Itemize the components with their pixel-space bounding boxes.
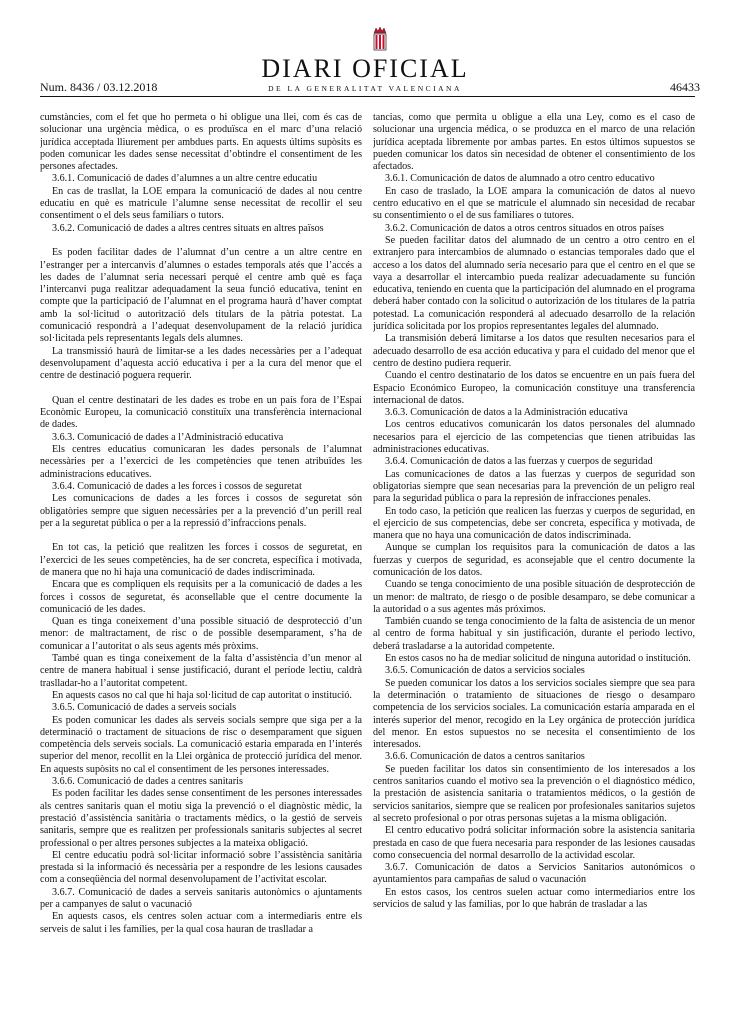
paragraph: 3.6.5. Comunicación de datos a servicios sociales bbox=[385, 665, 585, 677]
generalitat-crest-icon bbox=[365, 26, 395, 54]
paragraph: Se pueden comunicar los datos a los servicios sociales siempre que sea para la determinación o tratamiento de situaciones de riesgo o desamparo competencia de los servicios sociales. La comunicación estaría amparada en el interés superior del menor, recogido en la Ley orgánica de protección jurídica del menor. En estos supuestos no se necesita el consentimiento de los interesados. bbox=[373, 677, 695, 751]
paragraph: 3.6.7. Comunicació de dades a serveis sanitaris autonòmics o ajuntaments per a campanyes de salut o vacunació bbox=[40, 886, 362, 910]
paragraph: Es poden comunicar les dades als serveis socials sempre que siga per a la determinació o tractament de situacions de risc o desemparament que siguen competència dels serveis socials. La comunicació estaria emparada en l’interés superior del menor, recollit en la Llei orgànica de protecció jurídica del menor. En aquests supòsits no cal el consentiment de les persones interessades. bbox=[40, 714, 362, 775]
column-spanish bbox=[373, 112, 695, 1012]
page-header bbox=[30, 26, 700, 104]
paragraph: 3.6.5. Comunicació de dades a serveis socials bbox=[52, 702, 237, 714]
paragraph: Se pueden facilitar los datos sin consentimiento de los interesados a los centros sanitarios cuando el motivo sea la prevención o el diagnóstico médico, la prestación de asistencia sanitaria o tratamientos médicos, o la gestión de servicios sanitarios, siempre que se realicen por profesionales sanitarios sujetos al secreto profesional o por otras personas sujetas a la misma obligación. bbox=[373, 763, 695, 824]
paragraph: 3.6.4. Comunicación de datos a las fuerzas y cuerpos de seguridad bbox=[385, 456, 653, 468]
paragraph: 3.6.3. Comunicación de datos a la Administración educativa bbox=[385, 407, 628, 419]
paragraph: 3.6.6. Comunicació de dades a centres sanitaris bbox=[52, 776, 243, 788]
paragraph: 3.6.2. Comunicació de dades a altres centres situats en altres països bbox=[52, 222, 324, 234]
paragraph: Es poden facilitar les dades sense consentiment de les persones interessades als centres sanitaris quan el motiu siga la prevenció o el diagnòstic mèdic, la prestació d’assistència sanitària o tractaments mèdics, o la gestió de serveis sanitaris, sempre que es realitzen per professionals sanitaris subjectes al secret professional o per altres persones subjectes a la mateixa obligació. bbox=[40, 788, 362, 849]
paragraph: También cuando se tenga conocimiento de la falta de asistencia de un menor al centro de forma habitual y sin justificación, durante el periodo lectivo, deberá trasladarse a la autoridad competente. bbox=[373, 616, 695, 652]
paragraph: Es poden facilitar dades de l’alumnat d’un centre a un altre centre en l’estranger per a intercanvis d’alumnes o estades temporals atés que l’accés a les dades de l’alumnat seria necessari perquè el centre amb què es faça l’intercanvi puga realitzar adequadament la seua funció educativa, tenint en compte que la participació de l’alumnat en el programa haurà d’haver comptat amb la sol·licitud o autorització dels titulars de la pàtria potestat. La comunicació respondrà a l’adequat desenvolupament de la relació jurídica sol·licitada pels representants legals dels alumnes. bbox=[40, 247, 362, 345]
paragraph: El centro educativo podrá solicitar información sobre la asistencia sanitaria prestada en caso de que fuera necesaria para responder de las lesiones causadas como consecuencia del normal desarrollo de la actividad escolar. bbox=[373, 825, 695, 861]
paragraph: Cuando se tenga conocimiento de una posible situación de desprotección de un menor: de maltrato, de riesgo o de posible desamparo, se debe comunicar a la autoridad o a sus agentes más próximos. bbox=[373, 579, 695, 615]
paragraph: Les comunicacions de dades a les forces i cossos de seguretat són obligatòries sempre que siguen necessàries per a la prevenció d’un perill real per a la seguretat pública o per a la repressió d’infraccions penals. bbox=[40, 493, 362, 529]
paragraph: En aquests casos no cal que hi haja sol·licitud de cap autoritat o institució. bbox=[52, 689, 352, 701]
paragraph: En caso de traslado, la LOE ampara la comunicación de datos al nuevo centro educativo en el que se matricule el alumnado sin necesidad de recabar su consentimiento o el de sus familiares o tutores. bbox=[373, 185, 695, 222]
paragraph: Quan el centre destinatari de les dades es trobe en un país fora de l’Espai Econòmic Europeu, la comunicació constituïx una transferència internacional de dades. bbox=[40, 394, 362, 431]
paragraph: Quan es tinga coneixement d’una possible situació de desprotecció d’un menor: de maltractament, de risc o de possible desemparament, s’ha de comunicar a l’autoritat o als seus agents més pròxims. bbox=[40, 616, 362, 652]
paragraph: Els centres educatius comunicaran les dades personals de l’alumnat necessàries per a l’exercici de les competències que tenen atribuïdes les administracions educatives. bbox=[40, 444, 362, 480]
paragraph: Las comunicaciones de datos a las fuerzas y cuerpos de seguridad son obligatorias siempre que sean necesarias para la prevención de un peligro real para la seguridad pública o para la represión de infracciones penales. bbox=[373, 468, 695, 505]
paragraph: tancias, como que permita u obligue a ella una Ley, como es el caso de solucionar una urgencia médica, o se produzca en el marco de una relación jurídica aceptada libremente por ambas partes. En estos últimos supuestos se pueden comunicar los datos sin necesidad de obtener el consentimiento de los afectados. bbox=[373, 112, 695, 173]
paragraph: En estos casos no ha de mediar solicitud de ninguna autoridad o institución. bbox=[385, 653, 691, 665]
masthead-subtitle: DE LA GENERALITAT VALENCIANA bbox=[268, 84, 462, 93]
paragraph: El centre educatiu podrà sol·licitar informació sobre l’assistència sanitària prestada si la informació és necessària per a respondre de les lesions causades com a conseqüència del normal desenvolupament de l’activitat escolar. bbox=[40, 849, 362, 886]
paragraph: La transmisión deberá limitarse a los datos que resulten necesarios para el adecuado desarrollo de esa acción educativa y para el cuidado del menor que el centro de destino pudiera requerir. bbox=[373, 333, 695, 369]
paragraph: En cas de trasllat, la LOE empara la comunicació de dades al nou centre educatiu en què es matricule l’alumne sense necessitat de recollir el seu consentiment o el dels seus familiars o tutors. bbox=[40, 185, 362, 222]
header-rule bbox=[40, 96, 695, 97]
paragraph: 3.6.7. Comunicación de datos a Servicios Sanitarios autonómicos o ayuntamientos para campañas de salud o vacunación bbox=[373, 862, 695, 886]
paragraph: Se pueden facilitar datos del alumnado de un centro a otro centro en el extranjero para intercambios de alumnado o estancias temporales dado que el acceso a los datos del alumnado sería necesario para que el centro en el que se vaya a desarrollar el intercambio pueda realizar adecuadamente su función educativa, teniendo en cuenta que la participación del alumnado en el programa deberá haber contado con la solicitud o autorización de los titulares de la patria potestad. La comunicación responderá al adecuado desarrollo de la relación jurídica solicitada por los propios representantes legales del alumnado. bbox=[373, 234, 695, 333]
paragraph: En estos casos, los centros suelen actuar como intermediarios entre los servicios de salud y las familias, por lo que habrán de trasladar a las bbox=[373, 886, 695, 910]
paragraph: Cuando el centro destinatario de los datos se encuentre en un país fuera del Espacio Económico Europeo, la comunicación constituye una transferencia internacional de datos. bbox=[373, 370, 695, 406]
paragraph: 3.6.1. Comunicació de dades d’alumnes a un altre centre educatiu bbox=[52, 173, 318, 185]
paragraph: En tot cas, la petició que realitzen les forces i cossos de seguretat, en l’exercici de les seues competències, ha de ser concreta, específica i motivada, de manera que no hi haja una comunicació de dades indiscriminada. bbox=[40, 542, 362, 578]
paragraph: 3.6.1. Comunicación de datos de alumnado a otro centro educativo bbox=[385, 173, 655, 185]
paragraph: La transmissió haurà de limitar-se a les dades necessàries per a l’adequat desenvolupament d’aquesta acció educativa i per a la cura del menor que el centre de destinació poguera requerir. bbox=[40, 345, 362, 382]
paragraph: En aquests casos, els centres solen actuar com a intermediaris entre els serveis de salut i les famílies, per la qual cosa hauran de traslladar a bbox=[40, 911, 362, 935]
paragraph: 3.6.4. Comunicació de dades a les forces i cossos de seguretat bbox=[52, 480, 302, 492]
paragraph: 3.6.2. Comunicación de datos a otros centros situados en otros países bbox=[385, 222, 664, 234]
paragraph: 3.6.6. Comunicación de datos a centros sanitarios bbox=[385, 751, 585, 763]
masthead-title: DIARI OFICIAL bbox=[261, 54, 469, 83]
paragraph: En todo caso, la petición que realicen las fuerzas y cuerpos de seguridad, en el ejercicio de sus competencias, debe ser concreta, específica y motivada, de manera que no haya una comunicación de datos indiscriminada. bbox=[373, 505, 695, 542]
paragraph: 3.6.3. Comunicació de dades a l’Administració educativa bbox=[52, 431, 284, 443]
paragraph: Los centros educativos comunicarán los datos personales del alumnado necesarios para el ejercicio de las competencias que tienen atribuidas las administraciones educativas. bbox=[373, 419, 695, 456]
paragraph: cumstàncies, com el fet que ho permeta o hi obligue una llei, com és cas de solucionar una urgència mèdica, o es produïsca en el marc d’una relació jurídica acceptada lliurement per ambdues parts. En aquests últims supòsits es poden comunicar les dades sense necessitat d’obtindre el consentiment de les persones afectades. bbox=[40, 112, 362, 173]
paragraph: També quan es tinga coneixement de la falta d’assistència d’un menor al centre de manera habitual i sense justificació, durant el període lectiu, caldrà traslladar-ho a l’autoritat competent. bbox=[40, 653, 362, 689]
paragraph: Encara que es compliquen els requisits per a la comunicació de dades a les forces i cossos de seguretat, és aconsellable que el centre documente la comunicació de les dades. bbox=[40, 579, 362, 615]
page-number: 46433 bbox=[670, 80, 700, 94]
column-valencian bbox=[40, 112, 362, 1012]
issue-number: Num. 8436 / 03.12.2018 bbox=[40, 80, 158, 94]
paragraph: Aunque se cumplan los requisitos para la comunicación de datos a las fuerzas y cuerpos de seguridad, es aconsejable que el centro documente la comunicación de los datos. bbox=[373, 542, 695, 578]
